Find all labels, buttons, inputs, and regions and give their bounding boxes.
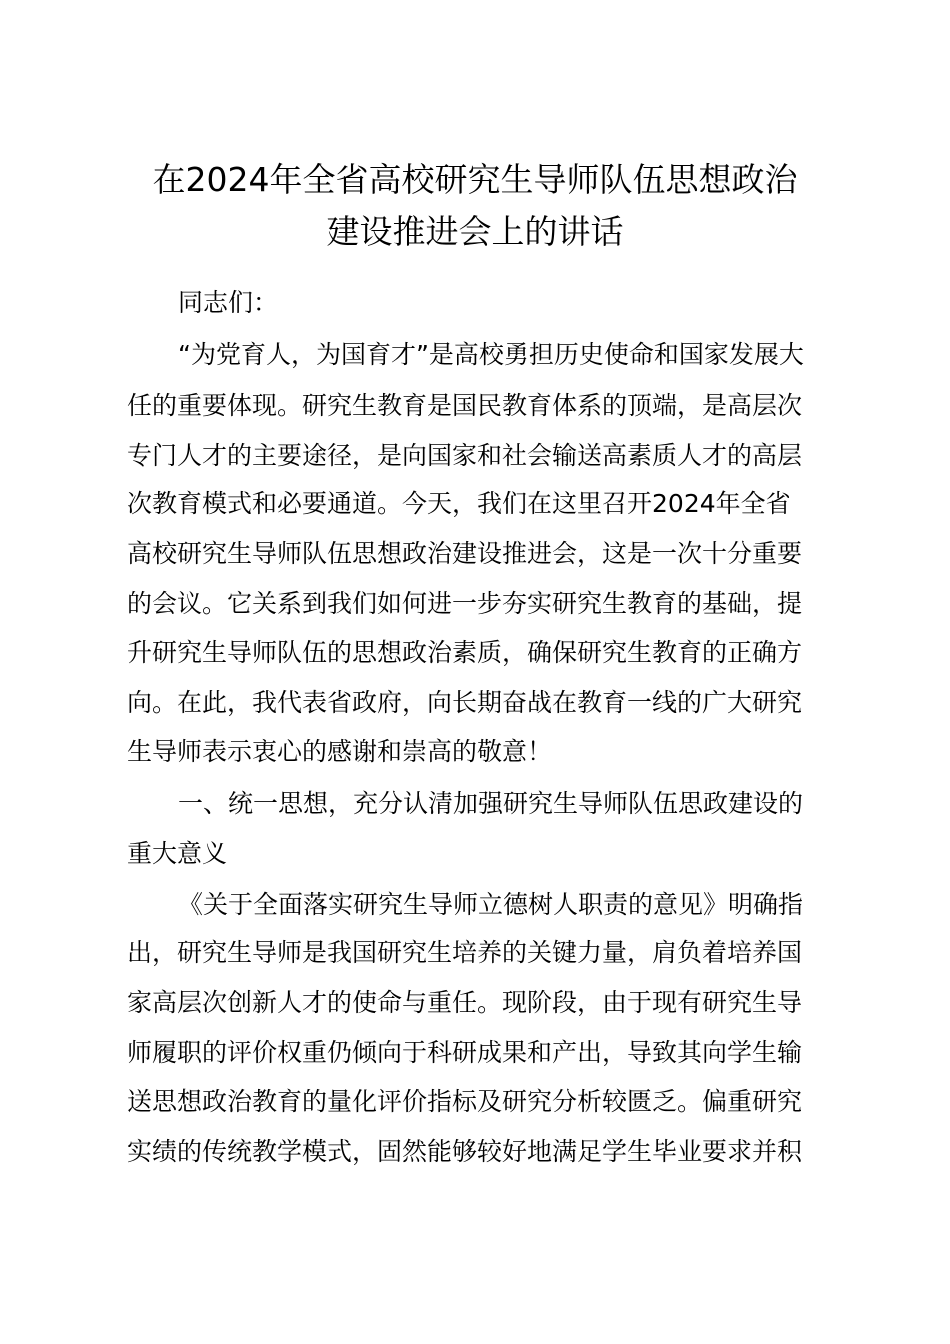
section-heading-line: 重大意义 — [127, 839, 228, 868]
document-title-line-2: 建设推进会上的讲话 — [326, 212, 624, 251]
paragraph-1-line: 向。在此，我代表省政府，向长期奋战在教育一线的广大研究 — [127, 688, 803, 717]
paragraph-2-line: 家高层次创新人才的使命与重任。现阶段，由于现有研究生导 — [127, 988, 803, 1017]
paragraph-1-line: 专门人才的主要途径，是向国家和社会输送高素质人才的高层 — [127, 441, 803, 470]
paragraph-2-line: 师履职的评价权重仍倾向于科研成果和产出，导致其向学生输 — [127, 1038, 803, 1067]
paragraph-1-line: 高校研究生导师队伍思想政治建设推进会，这是一次十分重要 — [127, 539, 803, 568]
paragraph-1-line: 生导师表示衷心的感谢和崇高的敬意！ — [127, 737, 553, 766]
paragraph-2-line: 《关于全面落实研究生导师立德树人职责的意见》明确指 — [178, 890, 804, 919]
paragraph-1-line: 的会议。它关系到我们如何进一步夯实研究生教育的基础，提 — [127, 589, 803, 618]
paragraph-2-line: 送思想政治教育的量化评价指标及研究分析较匮乏。偏重研究 — [127, 1087, 803, 1116]
paragraph-1-line: “为党育人，为国育才”是高校勇担历史使命和国家发展大 — [178, 340, 804, 369]
paragraph-2-line: 实绩的传统教学模式，固然能够较好地满足学生毕业要求并积 — [127, 1137, 803, 1166]
salutation: 同志们： — [178, 288, 279, 317]
document-title-line-1: 在2024年全省高校研究生导师队伍思想政治 — [152, 160, 798, 199]
paragraph-1-line: 升研究生导师队伍的思想政治素质，确保研究生教育的正确方 — [127, 638, 803, 667]
paragraph-1-line: 任的重要体现。研究生教育是国民教育体系的顶端，是高层次 — [127, 391, 803, 420]
section-heading-line: 一、统一思想，充分认清加强研究生导师队伍思政建设的 — [178, 789, 804, 818]
paragraph-1-line: 次教育模式和必要通道。今天，我们在这里召开2024年全省 — [127, 489, 791, 518]
paragraph-2-line: 出，研究生导师是我国研究生培养的关键力量，肩负着培养国 — [127, 938, 803, 967]
